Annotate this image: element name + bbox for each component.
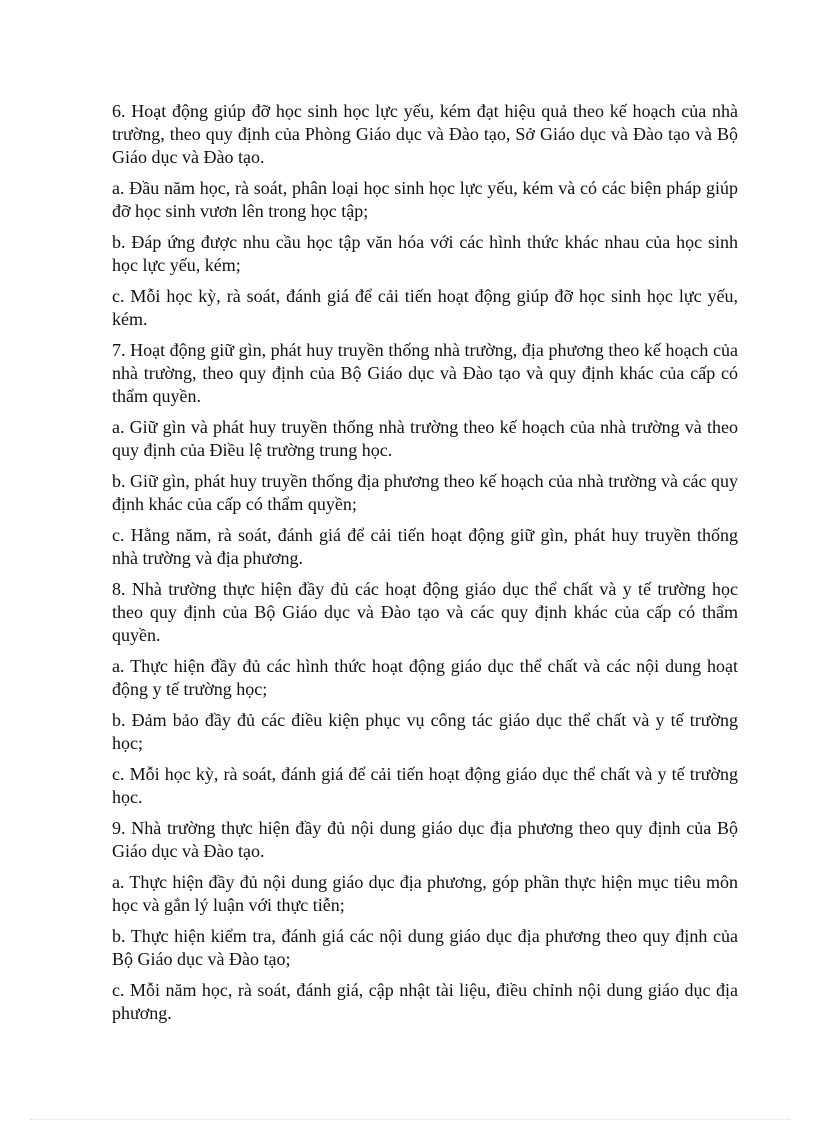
paragraph-item-8c: c. Mỗi học kỳ, rà soát, đánh giá để cải tiến hoạt động giáo dục thể chất và y tế trường học. [112,764,738,807]
page-bottom-divider [30,1119,790,1120]
paragraph-item-7: 7. Hoạt động giữ gìn, phát huy truyền thống nhà trường, địa phương theo kế hoạch của nhà trường, theo quy định của Bộ Giáo dục và Đào tạo và quy định khác của cấp có thẩm quyền. [112,340,738,406]
paragraph-item-8b: b. Đảm bảo đầy đủ các điều kiện phục vụ công tác giáo dục thể chất và y tế trường học; [112,710,738,753]
paragraph-item-9: 9. Nhà trường thực hiện đầy đủ nội dung giáo dục địa phương theo quy định của Bộ Giáo dục và Đào tạo. [112,818,738,861]
paragraph-item-9a: a. Thực hiện đầy đủ nội dung giáo dục địa phương, góp phần thực hiện mục tiêu môn học và gắn lý luận với thực tiễn; [112,872,738,915]
paragraph-item-8: 8. Nhà trường thực hiện đầy đủ các hoạt động giáo dục thể chất và y tế trường học theo quy định của Bộ Giáo dục và Đào tạo và các quy định khác của cấp có thẩm quyền. [112,579,738,645]
paragraph-item-7b: b. Giữ gìn, phát huy truyền thống địa phương theo kế hoạch của nhà trường và các quy định khác của cấp có thẩm quyền; [112,471,738,514]
paragraph-item-6a: a. Đầu năm học, rà soát, phân loại học sinh học lực yếu, kém và có các biện pháp giúp đỡ học sinh vươn lên trong học tập; [112,178,738,221]
paragraph-item-8a: a. Thực hiện đầy đủ các hình thức hoạt động giáo dục thể chất và các nội dung hoạt động y tế trường học; [112,656,738,699]
paragraph-item-6b: b. Đáp ứng được nhu cầu học tập văn hóa với các hình thức khác nhau của học sinh học lực yếu, kém; [112,232,738,275]
paragraph-item-9b: b. Thực hiện kiểm tra, đánh giá các nội dung giáo dục địa phương theo quy định của Bộ Giáo dục và Đào tạo; [112,926,738,969]
paragraph-item-6c: c. Mỗi học kỳ, rà soát, đánh giá để cải tiến hoạt động giúp đỡ học sinh học lực yếu, kém. [112,286,738,329]
paragraph-item-7a: a. Giữ gìn và phát huy truyền thống nhà trường theo kế hoạch của nhà trường và theo quy định của Điều lệ trường trung học. [112,417,738,460]
document-body [112,100,738,1033]
paragraph-item-7c: c. Hằng năm, rà soát, đánh giá để cải tiến hoạt động giữ gìn, phát huy truyền thống nhà trường và địa phương. [112,525,738,568]
paragraph-item-9c: c. Mỗi năm học, rà soát, đánh giá, cập nhật tài liệu, điều chỉnh nội dung giáo dục địa phương. [112,980,738,1023]
paragraph-item-6: 6. Hoạt động giúp đỡ học sinh học lực yếu, kém đạt hiệu quả theo kế hoạch của nhà trường, theo quy định của Phòng Giáo dục và Đào tạo, Sở Giáo dục và Đào tạo và Bộ Giáo dục và Đào tạo. [112,101,738,167]
